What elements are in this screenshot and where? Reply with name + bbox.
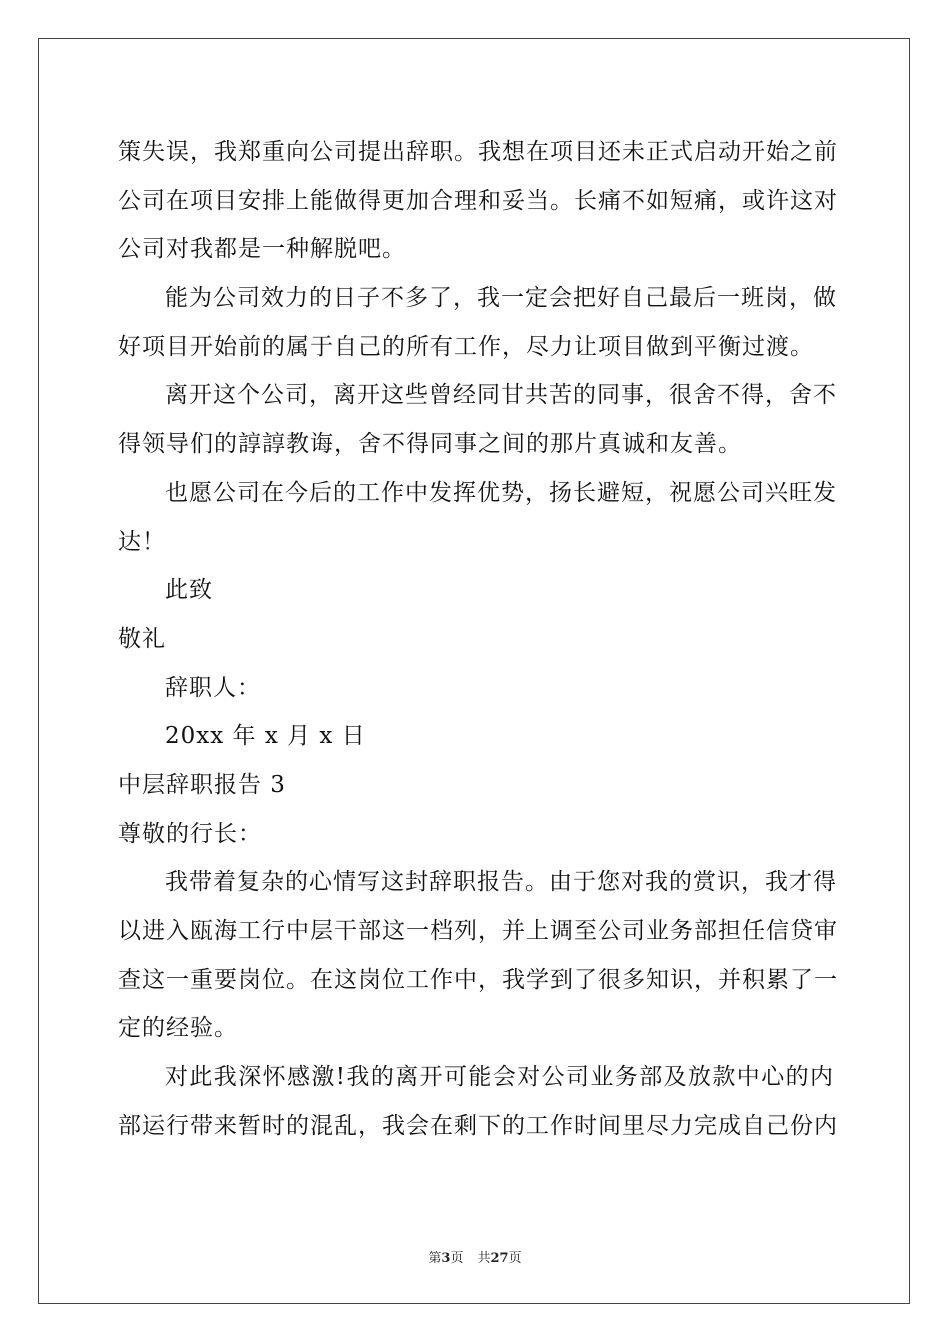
- text-line: 尊敬的行长：: [118, 820, 262, 847]
- text-line: 策失误，我郑重向公司提出辞职。我想在项目还未正式启动开始之前: [118, 139, 838, 165]
- footer-page-prefix: 第: [428, 1251, 442, 1266]
- text-line: 我带着复杂的心情写这封辞职报告。由于您对我的赏识，我才得: [165, 869, 837, 896]
- text-line: 以进入瓯海工行中层干部这一档列，并上调至公司业务部担任信贷审: [118, 918, 838, 944]
- text-line: 中层辞职报告 3: [118, 771, 286, 798]
- text-line: 公司对我都是一种解脱吧。: [118, 236, 406, 263]
- footer-page-number: 3: [441, 1251, 451, 1266]
- text-line: 敬礼: [118, 625, 166, 652]
- text-line: 公司在项目安排上能做得更加合理和妥当。长痛不如短痛，或许这对: [118, 187, 838, 214]
- footer-total-prefix: 共: [477, 1251, 491, 1266]
- text-line: 能为公司效力的日子不多了，我一定会把好自己最后一班岗，做: [165, 285, 837, 312]
- footer-page-suffix: 页: [450, 1251, 464, 1266]
- text-line: 查这一重要岗位。在这岗位工作中，我学到了很多知识，并积累了一: [118, 966, 838, 993]
- text-line: 好项目开始前的属于自己的所有工作，尽力让项目做到平衡过渡。: [118, 333, 814, 360]
- text-line: 定的经验。: [118, 1015, 238, 1042]
- text-line: 也愿公司在今后的工作中发挥优势，扬长避短，祝愿公司兴旺发: [165, 479, 837, 506]
- text-line: 辞职人：: [165, 674, 261, 701]
- text-line: 部运行带来暂时的混乱，我会在剩下的工作时间里尽力完成自己份内: [118, 1112, 838, 1139]
- text-line: 20xx 年 x 月 x 日: [165, 723, 366, 750]
- text-line: 达！: [118, 528, 166, 555]
- text-line: 得领导们的諄諄教诲，舍不得同事之间的那片真诚和友善。: [118, 431, 742, 458]
- page-footer: [0, 1247, 950, 1266]
- footer-total-suffix: 页: [508, 1251, 522, 1266]
- document-body: [118, 128, 838, 1150]
- text-line: 此致: [165, 577, 213, 604]
- text-line: 离开这个公司，离开这些曾经同甘共苦的同事，很舍不得，舍不: [165, 382, 837, 409]
- footer-total-pages: 27: [490, 1251, 509, 1266]
- text-line: 对此我深怀感激!我的离开可能会对公司业务部及放款中心的内: [165, 1064, 834, 1091]
